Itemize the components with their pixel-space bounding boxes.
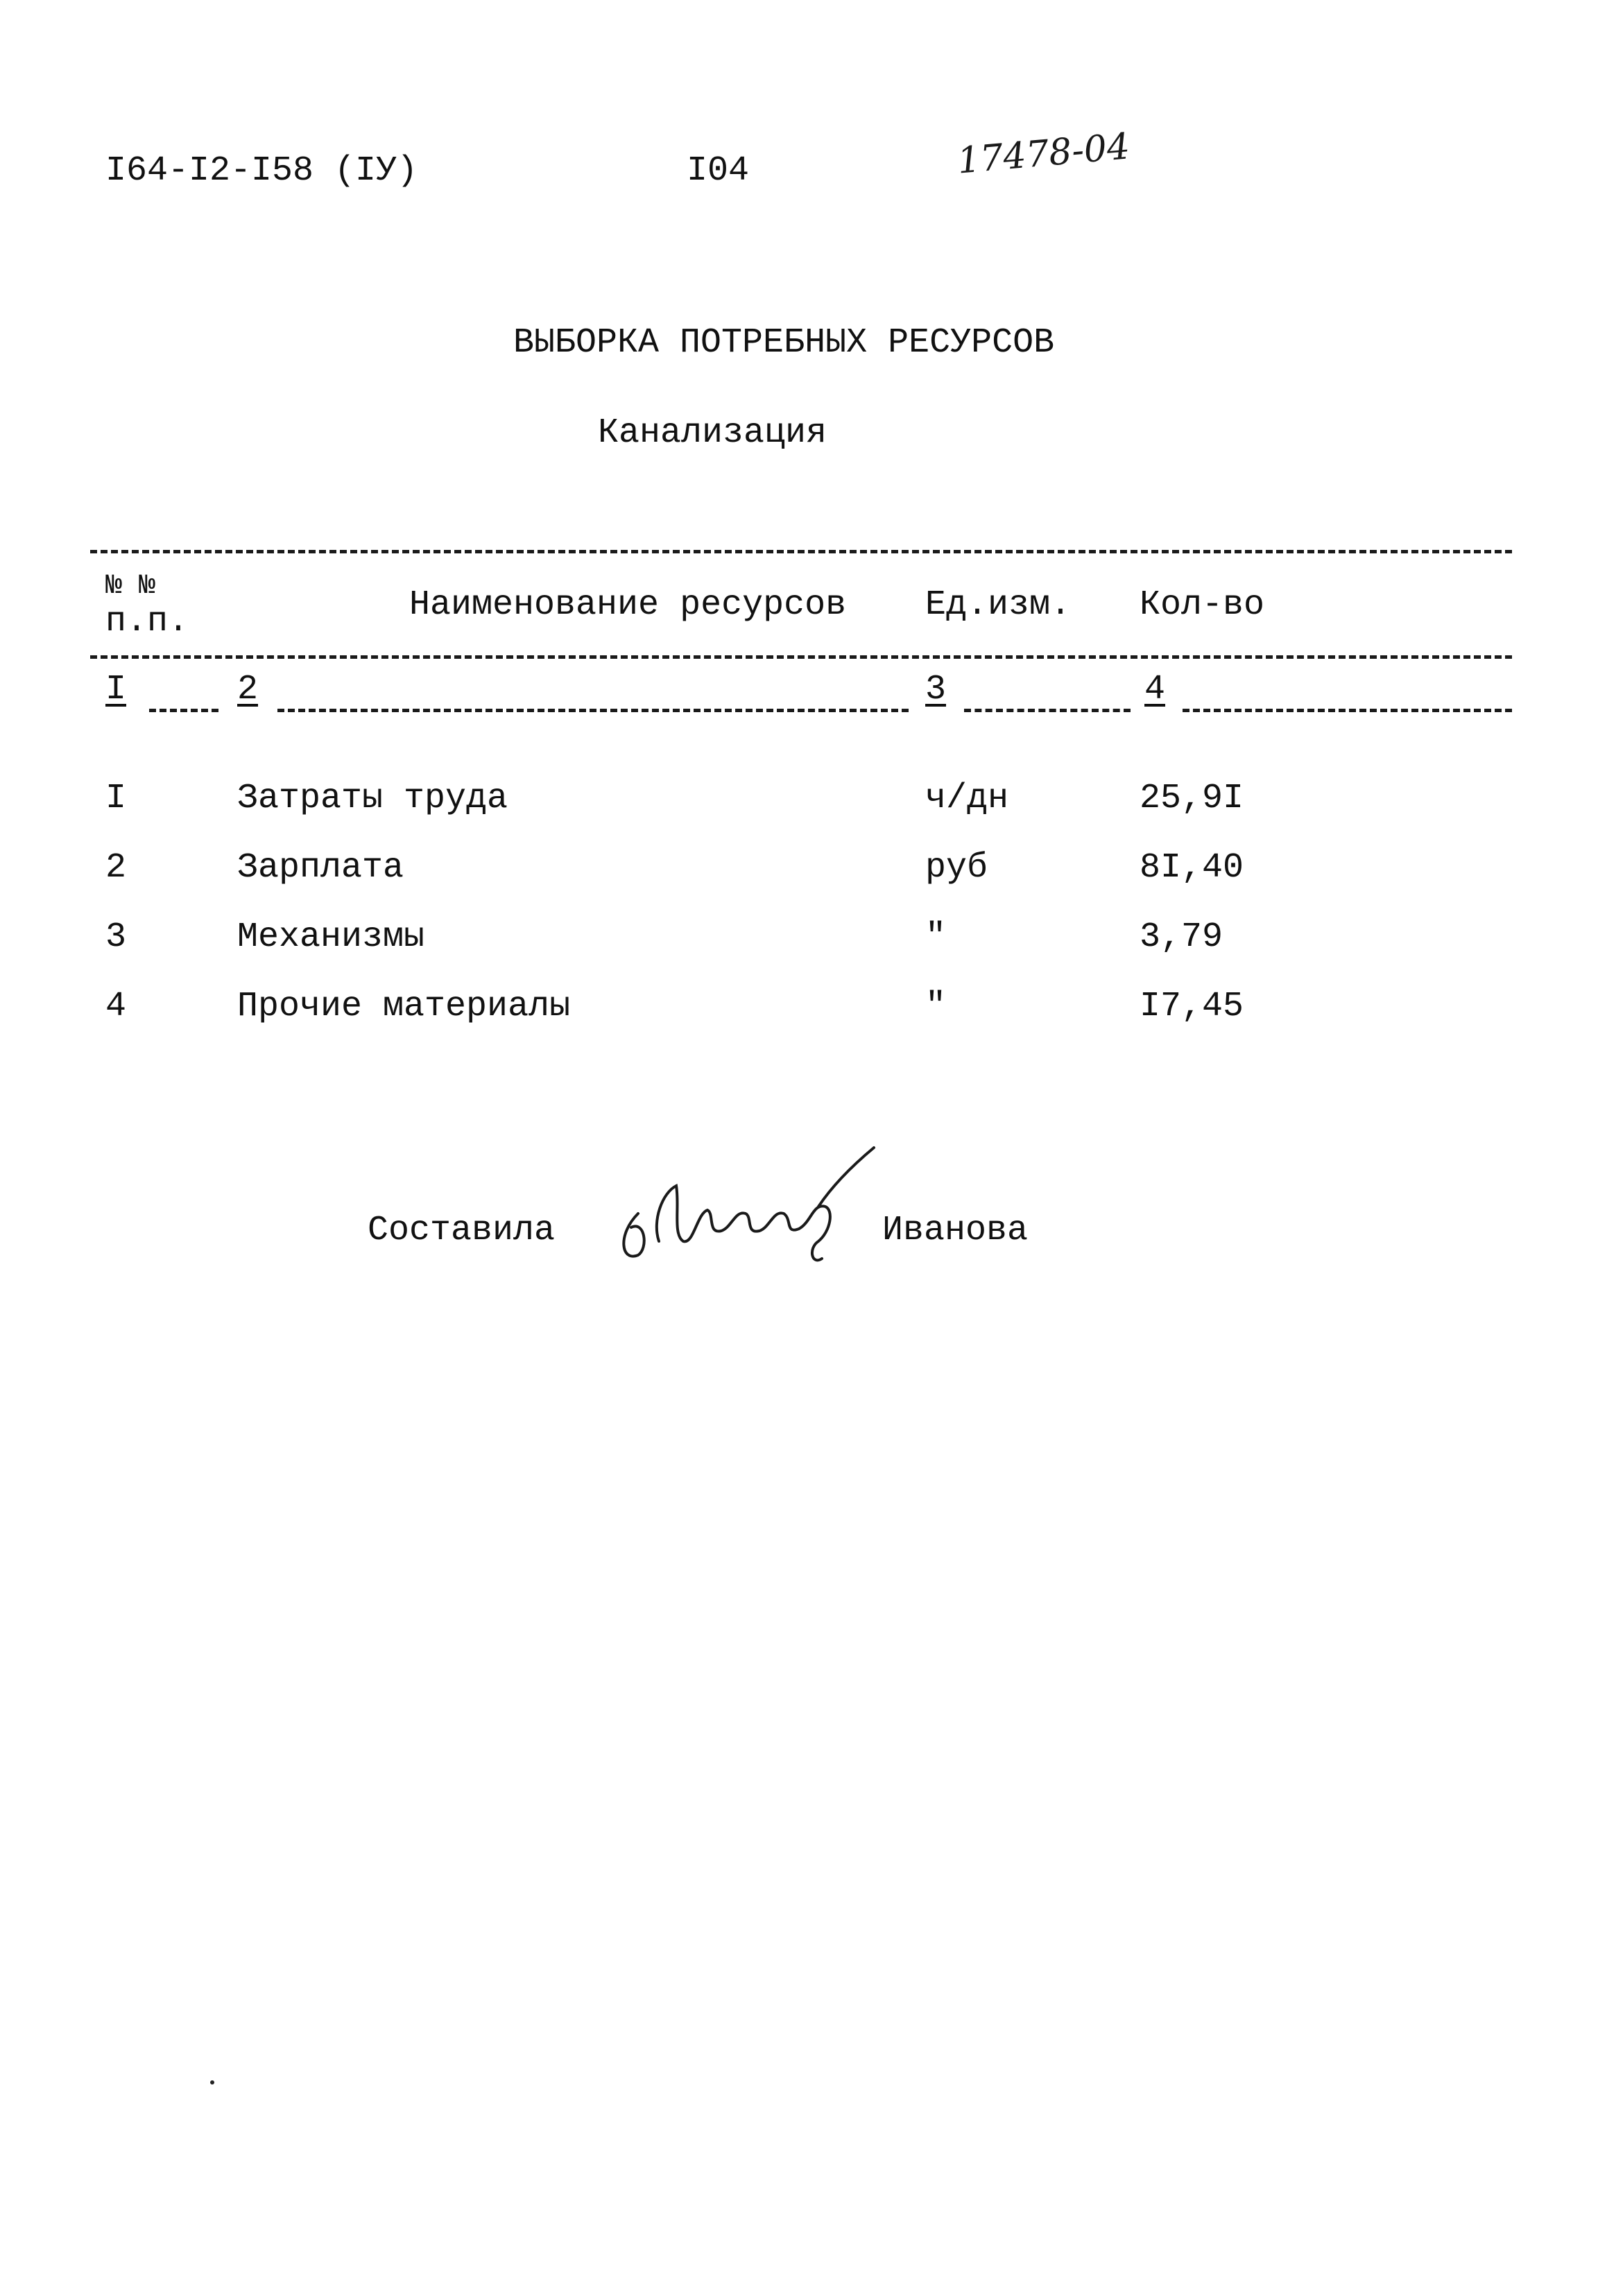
quantity: 8I,40 xyxy=(1140,848,1244,888)
quantity: I7,45 xyxy=(1140,987,1244,1026)
unit: ч/дн xyxy=(925,779,1009,818)
document-subtitle: Канализация xyxy=(598,413,827,453)
column-number: 3 xyxy=(925,670,947,709)
quantity: 3,79 xyxy=(1140,917,1223,957)
resource-name: Прочие материалы xyxy=(237,987,571,1026)
compiled-by-label: Составила xyxy=(368,1211,556,1250)
row-number: I xyxy=(105,779,127,818)
document-title: ВЫБОРКА ПОТРЕБНЫХ РЕСУРСОВ xyxy=(513,323,1055,363)
row-number: 3 xyxy=(105,917,127,957)
table-top-rule xyxy=(90,550,1512,553)
document-code: I64-I2-I58 (IУ) xyxy=(105,151,418,191)
handwritten-number: 17478-04 xyxy=(955,126,1132,182)
column-number: 2 xyxy=(237,670,259,709)
header-quantity: Кол-во xyxy=(1140,585,1265,625)
column-separator-rule xyxy=(277,709,909,712)
resource-name: Затраты труда xyxy=(237,779,508,818)
column-separator-rule xyxy=(964,709,1131,712)
row-number: 2 xyxy=(105,848,127,888)
header-num-line2: п.п. xyxy=(105,602,189,641)
signature xyxy=(610,1137,888,1269)
stray-mark xyxy=(210,2080,214,2084)
row-number: 4 xyxy=(105,987,127,1026)
resource-name: Зарплата xyxy=(237,848,404,888)
column-separator-rule xyxy=(1183,709,1512,712)
unit: " xyxy=(925,917,947,957)
column-number: I xyxy=(105,670,127,709)
header-num-line1: № № xyxy=(105,571,156,602)
header-resource-name: Наименование ресурсов xyxy=(409,585,847,625)
quantity: 25,9I xyxy=(1140,779,1244,818)
column-number: 4 xyxy=(1144,670,1166,709)
unit: руб xyxy=(925,848,988,888)
column-separator-rule xyxy=(149,709,218,712)
unit: " xyxy=(925,987,947,1026)
page-number: I04 xyxy=(687,151,750,191)
header-unit: Ед.изм. xyxy=(925,585,1072,625)
resource-name: Механизмы xyxy=(237,917,425,957)
compiled-by-name: Иванова xyxy=(882,1211,1029,1250)
header-bottom-rule xyxy=(90,655,1512,659)
